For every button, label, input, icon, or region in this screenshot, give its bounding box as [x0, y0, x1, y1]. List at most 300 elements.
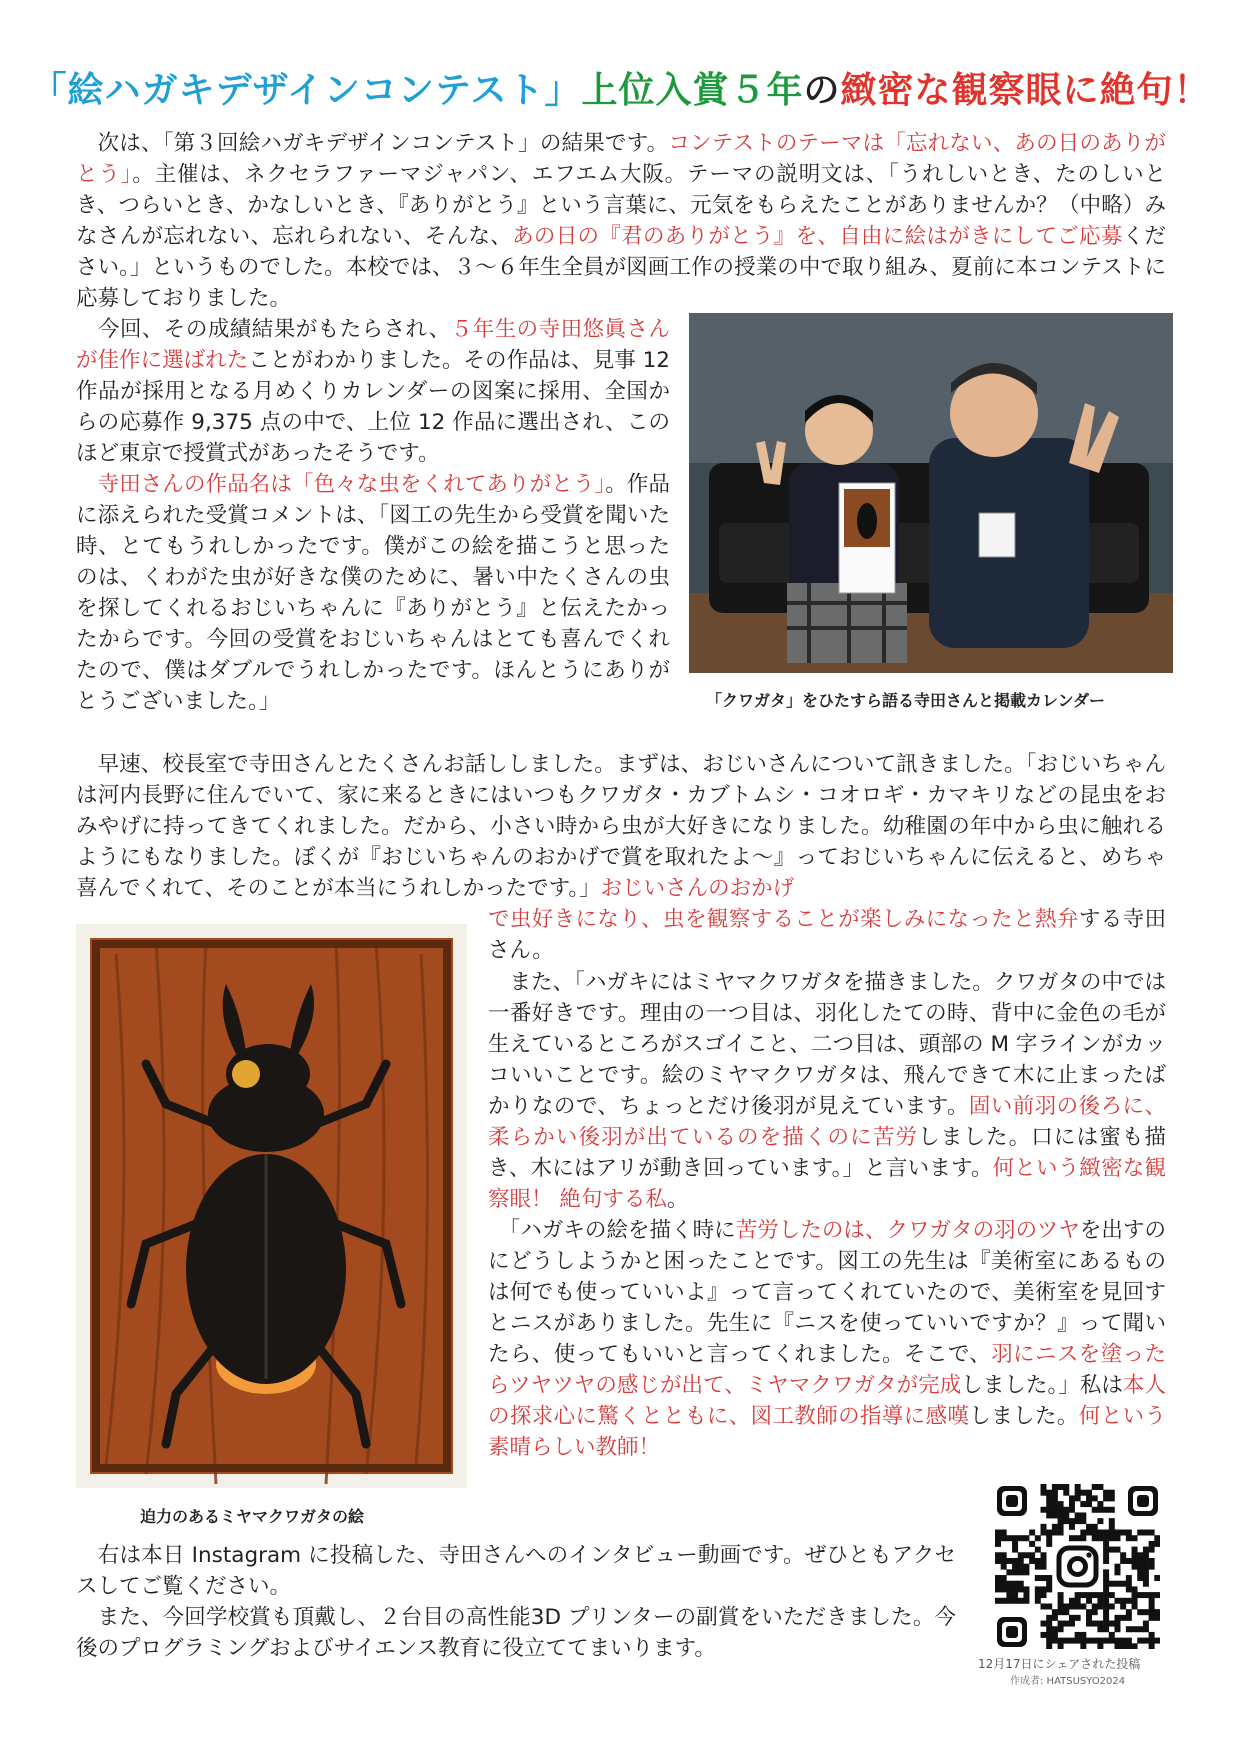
qr-module	[1012, 1564, 1018, 1570]
qr-module	[1137, 1626, 1143, 1632]
qr-module	[1029, 1541, 1035, 1547]
qr-module	[1143, 1638, 1149, 1644]
qr-module	[1092, 1484, 1098, 1490]
qr-module	[1012, 1581, 1018, 1587]
qr-module	[1001, 1586, 1007, 1592]
qr-module	[1103, 1541, 1109, 1547]
qr-module	[1063, 1621, 1069, 1627]
qr-module	[1041, 1524, 1047, 1530]
qr-module	[1143, 1552, 1149, 1558]
qr-module	[1023, 1564, 1029, 1570]
qr-module	[1052, 1609, 1058, 1615]
qr-module	[1154, 1575, 1160, 1581]
qr-module	[1046, 1507, 1052, 1513]
qr-module	[1086, 1490, 1092, 1496]
qr-module	[1058, 1598, 1064, 1604]
work-paragraph: 寺田さんの作品名は「色々な虫をくれてありがとう」。作品に添えられた受賞コメントは、「図工の先生から受賞を聞いた時、とてもうれしかったです。僕がこの絵を描こうと思ったのは、くわがた虫が好きな僕のために、暑い中たくさんの虫を探してくれるおじいちゃんに『ありがとう』と伝えたかったからです。今回の受賞をおじいちゃんはとても喜んでくれたので、僕はダブルでうれしかったです。ほんとうにありがとうございました。」	[76, 472, 670, 714]
qr-module	[1092, 1638, 1098, 1644]
qr-module	[1114, 1569, 1120, 1575]
qr-module	[1075, 1490, 1081, 1496]
qr-module	[1018, 1569, 1024, 1575]
talk-continued: で虫好きになり、虫を観察することが楽しみになったと熱弁する寺田さん。	[488, 907, 1166, 963]
title-award: 上位入賞５年	[581, 70, 804, 111]
photo-illustration	[689, 313, 1173, 673]
title-contest: 「絵ハガキデザインコンテスト」	[30, 70, 582, 111]
qr-module	[1018, 1581, 1024, 1587]
qr-module	[1018, 1535, 1024, 1541]
qr-module	[1063, 1638, 1069, 1644]
qr-module	[995, 1586, 1001, 1592]
qr-module	[1058, 1530, 1064, 1536]
qr-module	[1120, 1615, 1126, 1621]
hagaki-paragraph: また、「ハガキにはミヤマクワガタを描きました。クワガタの中では一番好きです。理由の一つ目は、羽化したての時、背中に金色の毛が生えているところがスゴイこと、二つ目は、頭部の M 字ラインがカッコいいことです。絵のミヤマクワガタは、飛んできて木に止まったばかりなので、ちょっとだけ後羽が見えています。固い前羽の後ろに、柔らかい後羽が出ているのを描くのに苦労しました。口には蜜も描き、木にはアリが動き回っています。」と言います。何という緻密な観察眼！ 絶句する私。	[488, 970, 1166, 1212]
qr-module	[1001, 1598, 1007, 1604]
qr-module	[1154, 1535, 1160, 1541]
qr-module	[1126, 1609, 1132, 1615]
qr-module	[1092, 1603, 1098, 1609]
qr-module	[1069, 1615, 1075, 1621]
qr-module	[1092, 1621, 1098, 1627]
qr-module	[1086, 1592, 1092, 1598]
qr-module	[1046, 1530, 1052, 1536]
qr-module	[1109, 1507, 1115, 1513]
qr-module	[995, 1581, 1001, 1587]
qr-module	[1012, 1541, 1018, 1547]
qr-module	[1126, 1586, 1132, 1592]
qr-module	[1120, 1558, 1126, 1564]
qr-module	[1046, 1638, 1052, 1644]
qr-module	[1058, 1507, 1064, 1513]
qr-module	[1069, 1524, 1075, 1530]
qr-author: 作成者: HATSUSYO2024	[1010, 1676, 1126, 1687]
qr-module	[1103, 1495, 1109, 1501]
qr-module	[1052, 1507, 1058, 1513]
qr-module	[1097, 1598, 1103, 1604]
qr-module	[1041, 1586, 1047, 1592]
qr-module	[1069, 1518, 1075, 1524]
qr-module	[1052, 1524, 1058, 1530]
qr-module	[1006, 1569, 1012, 1575]
qr-module	[1120, 1552, 1126, 1558]
qr-module	[1058, 1643, 1064, 1649]
qr-module	[1006, 1598, 1012, 1604]
qr-module	[1035, 1598, 1041, 1604]
qr-module	[1069, 1495, 1075, 1501]
qr-module	[1058, 1626, 1064, 1632]
qr-module	[1069, 1603, 1075, 1609]
qr-module	[1086, 1598, 1092, 1604]
qr-module	[1075, 1512, 1081, 1518]
qr-module	[1075, 1518, 1081, 1524]
qr-module	[1046, 1643, 1052, 1649]
qr-module	[1080, 1592, 1086, 1598]
qr-module	[1097, 1530, 1103, 1536]
qr-module	[1143, 1592, 1149, 1598]
qr-module	[1114, 1564, 1120, 1570]
qr-module	[1001, 1575, 1007, 1581]
qr-module	[1114, 1530, 1120, 1536]
qr-module	[1086, 1638, 1092, 1644]
qr-module	[995, 1558, 1001, 1564]
qr-module	[1075, 1603, 1081, 1609]
qr-module	[995, 1552, 1001, 1558]
qr-module	[1052, 1615, 1058, 1621]
qr-module	[1075, 1535, 1081, 1541]
qr-module	[1046, 1603, 1052, 1609]
qr-module	[1143, 1558, 1149, 1564]
intro-paragraph: 次は、「第３回絵ハガキデザインコンテスト」の結果です。コンテストのテーマは「忘れない、あの日のありがとう」。主催は、ネクセラファーマジャパン、エフエム大阪。テーマの説明文は、「うれしいとき、たのしいとき、つらいとき、かなしいとき、『ありがとう』という言葉に、元気をもらえたことがありませんか？（中略）みなさんが忘れない、忘れられない、そんな、あの日の『君のありがとう』を、自由に絵はがきにしてご応募ください。」というものでした。本校では、３～６年生全員が図画工作の授業の中で取り組み、夏前に本コンテストに応募しておりました。	[76, 131, 1166, 311]
qr-module	[1075, 1495, 1081, 1501]
qr-module	[1126, 1581, 1132, 1587]
qr-module	[1126, 1575, 1132, 1581]
qr-module	[1069, 1638, 1075, 1644]
qr-module	[1149, 1541, 1155, 1547]
qr-module	[1109, 1581, 1115, 1587]
qr-module	[1092, 1609, 1098, 1615]
qr-module	[1058, 1592, 1064, 1598]
qr-module	[1023, 1598, 1029, 1604]
qr-module	[1052, 1638, 1058, 1644]
qr-module	[1137, 1575, 1143, 1581]
instagram-qr-code[interactable]	[995, 1484, 1160, 1649]
qr-module	[1149, 1609, 1155, 1615]
qr-module	[1080, 1530, 1086, 1536]
qr-module	[1149, 1598, 1155, 1604]
qr-module	[1120, 1643, 1126, 1649]
result-paragraph: 今回、その成績結果がもたらされ、５年生の寺田悠眞さんが佳作に選ばれたことがわかりました。その作品は、見事 12 作品が採用となる月めくりカレンダーの図案に採用、全国からの応募作 9,375 点の中で、上位 12 作品に選出され、このほど東京で授賞式があったそうです。	[76, 317, 670, 466]
qr-module	[1029, 1530, 1035, 1536]
qr-module	[1058, 1621, 1064, 1627]
qr-module	[1035, 1547, 1041, 1553]
title-particle: の	[803, 70, 841, 111]
qr-module	[1103, 1581, 1109, 1587]
qr-module	[1109, 1535, 1115, 1541]
qr-module	[1103, 1609, 1109, 1615]
qr-module	[1080, 1501, 1086, 1507]
instagram-icon	[1055, 1544, 1100, 1589]
stag-beetle-drawing	[76, 924, 467, 1488]
qr-module	[1149, 1632, 1155, 1638]
qr-module	[1075, 1632, 1081, 1638]
qr-module	[1149, 1558, 1155, 1564]
qr-module	[1029, 1552, 1035, 1558]
qr-module	[1023, 1569, 1029, 1575]
qr-module	[1103, 1535, 1109, 1541]
qr-module	[1058, 1524, 1064, 1530]
qr-module	[1075, 1592, 1081, 1598]
qr-module	[1120, 1530, 1126, 1536]
qr-module	[1063, 1484, 1069, 1490]
qr-module	[1012, 1586, 1018, 1592]
qr-module	[1035, 1586, 1041, 1592]
qr-module	[1041, 1603, 1047, 1609]
qr-finder-bottom-left	[997, 1617, 1027, 1647]
award-photo	[689, 313, 1173, 673]
qr-module	[1114, 1638, 1120, 1644]
qr-module	[1097, 1518, 1103, 1524]
qr-module	[1132, 1564, 1138, 1570]
qr-module	[1080, 1632, 1086, 1638]
qr-module	[1092, 1507, 1098, 1513]
qr-module	[1103, 1507, 1109, 1513]
qr-module	[1149, 1615, 1155, 1621]
qr-module	[1143, 1581, 1149, 1587]
qr-module	[1126, 1598, 1132, 1604]
talk-paragraph: 早速、校長室で寺田さんとたくさんお話ししました。まずは、おじいさんについて訊きました。「おじいちゃんは河内長野に住んでいて、家に来るときにはいつもクワガタ・カブトムシ・コオロギ・カマキリなどの昆虫をおみやげに持ってきてくれました。だから、小さい時から虫が大好きになりました。幼稚園の年中から虫に触れるようにもなりました。ぼくが『おじいちゃんのおかげで賞を取れたよ～』っておじいちゃんに伝えると、めちゃ喜んでくれて、そのことが本当にうれしかったです。」おじいさんのおかげ	[76, 752, 1166, 901]
qr-module	[1041, 1558, 1047, 1564]
qr-module	[1126, 1638, 1132, 1644]
qr-module	[1137, 1569, 1143, 1575]
qr-module	[1023, 1586, 1029, 1592]
instagram-paragraph: 右は本日 Instagram に投稿した、寺田さんへのインタビュー動画です。ぜひともアクセスしてご覧ください。	[76, 1543, 956, 1599]
qr-module	[995, 1598, 1001, 1604]
qr-module	[1097, 1643, 1103, 1649]
qr-module	[1041, 1552, 1047, 1558]
qr-module	[1046, 1541, 1052, 1547]
qr-module	[1092, 1535, 1098, 1541]
qr-module	[1012, 1535, 1018, 1541]
qr-module	[1114, 1615, 1120, 1621]
qr-module	[995, 1541, 1001, 1547]
qr-module	[1097, 1603, 1103, 1609]
qr-module	[1103, 1598, 1109, 1604]
qr-module	[1143, 1621, 1149, 1627]
qr-module	[1080, 1638, 1086, 1644]
qr-module	[1041, 1507, 1047, 1513]
qr-module	[1018, 1564, 1024, 1570]
qr-module	[1052, 1490, 1058, 1496]
qr-module	[1137, 1592, 1143, 1598]
qr-module	[1103, 1603, 1109, 1609]
qr-module	[1086, 1609, 1092, 1615]
qr-module	[1126, 1558, 1132, 1564]
qr-module	[1001, 1530, 1007, 1536]
qr-module	[1052, 1495, 1058, 1501]
qr-module	[1114, 1581, 1120, 1587]
qr-module	[1058, 1609, 1064, 1615]
qr-module	[1041, 1490, 1047, 1496]
qr-module	[1126, 1643, 1132, 1649]
qr-module	[1097, 1535, 1103, 1541]
qr-module	[1046, 1586, 1052, 1592]
qr-module	[1120, 1638, 1126, 1644]
qr-module	[1154, 1638, 1160, 1644]
qr-module	[1149, 1547, 1155, 1553]
qr-module	[1046, 1615, 1052, 1621]
qr-module	[1052, 1484, 1058, 1490]
qr-module	[1149, 1530, 1155, 1536]
qr-module	[1103, 1575, 1109, 1581]
qr-module	[1143, 1575, 1149, 1581]
qr-module	[1114, 1535, 1120, 1541]
qr-module	[1143, 1564, 1149, 1570]
qr-module	[1080, 1518, 1086, 1524]
qr-module	[1046, 1535, 1052, 1541]
qr-module	[1046, 1581, 1052, 1587]
qr-module	[1012, 1598, 1018, 1604]
qr-module	[1001, 1581, 1007, 1587]
qr-module	[1154, 1615, 1160, 1621]
qr-module	[1058, 1501, 1064, 1507]
qr-module	[1035, 1592, 1041, 1598]
qr-module	[1097, 1501, 1103, 1507]
qr-caption: 12月17日にシェアされた投稿	[978, 1657, 1141, 1671]
qr-module	[1137, 1552, 1143, 1558]
qr-module	[1012, 1569, 1018, 1575]
qr-module	[1006, 1581, 1012, 1587]
qr-module	[1046, 1626, 1052, 1632]
qr-module	[1075, 1615, 1081, 1621]
qr-module	[1006, 1586, 1012, 1592]
qr-module	[1046, 1621, 1052, 1627]
qr-module	[1012, 1558, 1018, 1564]
qr-module	[1092, 1592, 1098, 1598]
qr-module	[1086, 1615, 1092, 1621]
qr-module	[1149, 1643, 1155, 1649]
qr-module	[1103, 1552, 1109, 1558]
qr-module	[1041, 1632, 1047, 1638]
qr-module	[1137, 1638, 1143, 1644]
qr-module	[1001, 1558, 1007, 1564]
qr-module	[1069, 1535, 1075, 1541]
qr-module	[1114, 1598, 1120, 1604]
qr-module	[1132, 1586, 1138, 1592]
qr-module	[995, 1530, 1001, 1536]
qr-module	[1109, 1632, 1115, 1638]
qr-module	[1109, 1547, 1115, 1553]
qr-module	[1052, 1632, 1058, 1638]
varnish-paragraph: 「ハガキの絵を描く時に苦労したのは、クワガタの羽のツヤを出すのにどうしようかと困ったことです。図工の先生は『美術室にあるものは何でも使っていいよ』って言ってくれていたので、美術室を見回すとニスがありました。先生に『ニスを使っていいですか？』って聞いたら、使ってもいいと言ってくれました。そこで、羽にニスを塗ったらツヤツヤの感じが出て、ミヤマクワガタが完成しました。」私は本人の探求心に驚くとともに、図工教師の指導に感嘆しました。何という素晴らしい教師！	[488, 1218, 1166, 1460]
qr-module	[1063, 1609, 1069, 1615]
qr-module	[1154, 1592, 1160, 1598]
qr-module	[1149, 1564, 1155, 1570]
qr-module	[1001, 1535, 1007, 1541]
qr-module	[1149, 1638, 1155, 1644]
qr-module	[1097, 1638, 1103, 1644]
qr-module	[1103, 1569, 1109, 1575]
qr-module	[1018, 1558, 1024, 1564]
qr-module	[1080, 1603, 1086, 1609]
qr-finder-top-right	[1128, 1486, 1158, 1516]
qr-module	[1143, 1609, 1149, 1615]
qr-module	[1109, 1638, 1115, 1644]
qr-module	[1132, 1535, 1138, 1541]
qr-module	[1052, 1501, 1058, 1507]
qr-module	[1103, 1621, 1109, 1627]
qr-module	[1097, 1621, 1103, 1627]
qr-module	[1080, 1643, 1086, 1649]
qr-module	[1052, 1530, 1058, 1536]
qr-module	[1075, 1484, 1081, 1490]
qr-module	[1058, 1484, 1064, 1490]
qr-module	[1103, 1530, 1109, 1536]
qr-module	[1069, 1598, 1075, 1604]
qr-code-graphic	[995, 1484, 1160, 1649]
qr-module	[1132, 1547, 1138, 1553]
qr-module	[1058, 1518, 1064, 1524]
qr-module	[1063, 1507, 1069, 1513]
qr-module	[1120, 1581, 1126, 1587]
qr-module	[1109, 1518, 1115, 1524]
qr-module	[1035, 1558, 1041, 1564]
qr-module	[1132, 1643, 1138, 1649]
qr-module	[1052, 1626, 1058, 1632]
qr-module	[1143, 1569, 1149, 1575]
qr-module	[1114, 1626, 1120, 1632]
qr-module	[1063, 1490, 1069, 1496]
qr-module	[1097, 1592, 1103, 1598]
qr-module	[1126, 1626, 1132, 1632]
qr-module	[1041, 1575, 1047, 1581]
qr-module	[1046, 1501, 1052, 1507]
qr-module	[1092, 1524, 1098, 1530]
qr-module	[1126, 1530, 1132, 1536]
qr-module	[1046, 1575, 1052, 1581]
qr-module	[1080, 1535, 1086, 1541]
qr-module	[1058, 1603, 1064, 1609]
qr-module	[1069, 1507, 1075, 1513]
qr-module	[1149, 1592, 1155, 1598]
qr-module	[1001, 1564, 1007, 1570]
qr-module	[1149, 1603, 1155, 1609]
qr-module	[1109, 1592, 1115, 1598]
qr-module	[1041, 1530, 1047, 1536]
qr-module	[1046, 1495, 1052, 1501]
qr-module	[1097, 1484, 1103, 1490]
qr-module	[1080, 1490, 1086, 1496]
qr-module	[1103, 1615, 1109, 1621]
qr-module	[1041, 1592, 1047, 1598]
qr-module	[1092, 1530, 1098, 1536]
qr-module	[1046, 1632, 1052, 1638]
page-title	[0, 62, 1241, 113]
qr-module	[1114, 1621, 1120, 1627]
qr-module	[1080, 1512, 1086, 1518]
qr-module	[1086, 1524, 1092, 1530]
qr-module	[1103, 1592, 1109, 1598]
qr-module	[1046, 1490, 1052, 1496]
qr-module	[1109, 1603, 1115, 1609]
qr-module	[1097, 1507, 1103, 1513]
qr-module	[1075, 1598, 1081, 1604]
qr-module	[1041, 1564, 1047, 1570]
drawing-caption: 迫力のあるミヤマクワガタの絵	[140, 1507, 365, 1526]
qr-module	[1109, 1524, 1115, 1530]
qr-module	[1058, 1512, 1064, 1518]
photo-caption: 「クワガタ」をひたすら語る寺田さんと掲載カレンダー	[706, 691, 1105, 710]
qr-module	[1052, 1512, 1058, 1518]
qr-module	[1097, 1626, 1103, 1632]
qr-module	[1154, 1541, 1160, 1547]
qr-module	[1103, 1490, 1109, 1496]
qr-module	[1109, 1530, 1115, 1536]
qr-module	[1103, 1547, 1109, 1553]
qr-module	[1012, 1592, 1018, 1598]
title-observation: 緻密な観察眼に絶句！	[840, 70, 1211, 111]
qr-module	[1006, 1558, 1012, 1564]
qr-module	[1063, 1512, 1069, 1518]
qr-module	[1041, 1621, 1047, 1627]
qr-module	[1035, 1535, 1041, 1541]
qr-module	[1132, 1603, 1138, 1609]
printer-paragraph: また、今回学校賞も頂戴し、２台目の高性能3D プリンターの副賞をいただきました。今後のプログラミングおよびサイエンス教育に役立ててまいります。	[76, 1605, 956, 1661]
qr-module	[1063, 1603, 1069, 1609]
qr-module	[1086, 1495, 1092, 1501]
qr-module	[1086, 1501, 1092, 1507]
qr-module	[1046, 1512, 1052, 1518]
qr-module	[1109, 1495, 1115, 1501]
qr-module	[1132, 1552, 1138, 1558]
